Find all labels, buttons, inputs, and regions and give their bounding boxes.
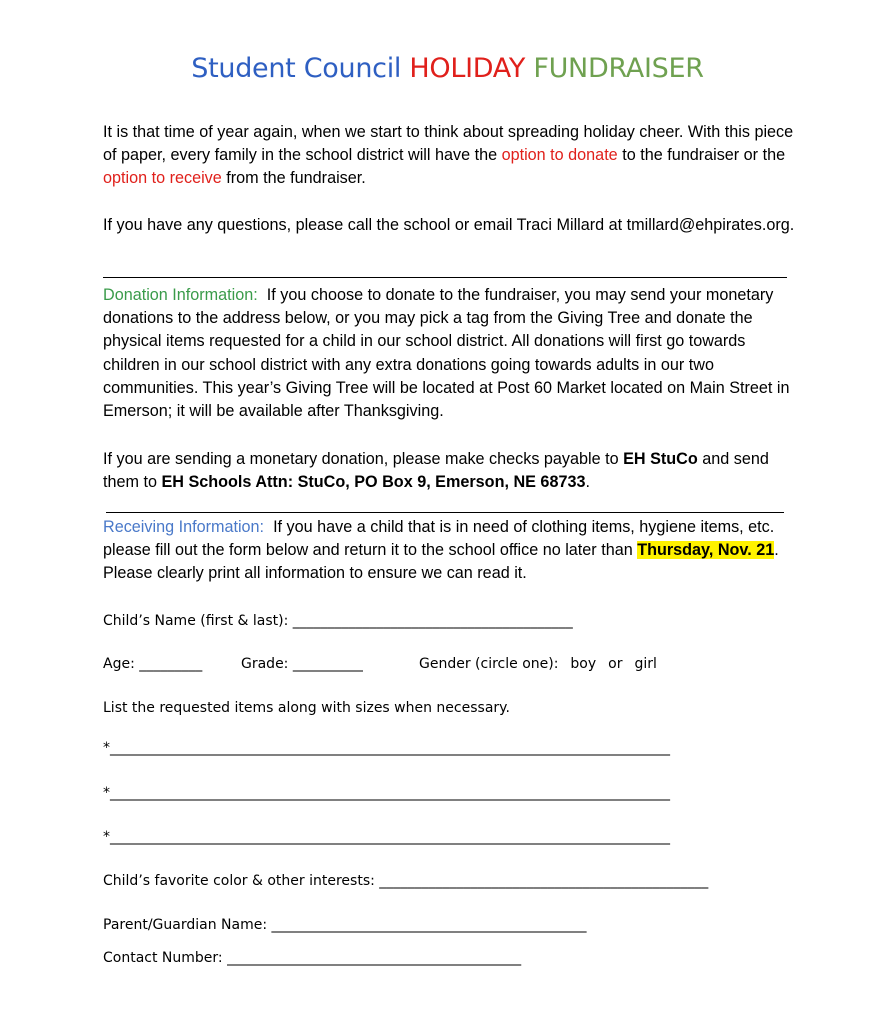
items-instructions: List the requested items along with sizes when necessary. [103, 700, 510, 716]
gender-label: Gender (circle one): [419, 656, 559, 672]
checks-paragraph [103, 448, 803, 494]
child-name-field[interactable]: Child’s Name (first & last): ________________________________________ [103, 613, 573, 629]
deadline-highlight: Thursday, Nov. 21 [637, 541, 775, 560]
requested-item-line[interactable]: *________________________________________________________________________________ [103, 829, 670, 845]
title-fundraiser: FUNDRAISER [533, 53, 704, 84]
gender-option-girl[interactable]: girl [634, 656, 657, 672]
gender-or: or [608, 656, 623, 672]
option-to-donate-text: option to donate [501, 146, 618, 165]
title-student-council: Student Council [191, 53, 402, 84]
mailing-address: EH Schools Attn: StuCo, PO Box 9, Emerson, NE 68733 [161, 473, 586, 492]
section-divider [103, 277, 787, 278]
receiving-body: If you have a child that is in need of clothing items, hygiene items, etc. please fill out the form below and return it to the school office no later than [103, 518, 775, 560]
favorite-interests-field[interactable]: Child’s favorite color & other interests: _______________________________________________ [103, 873, 709, 889]
grade-field[interactable]: Grade: __________ [241, 656, 363, 672]
intro-text-2: to the fundraiser or the [617, 146, 786, 165]
checks-payee: EH StuCo [623, 450, 698, 468]
requested-item-line[interactable]: *________________________________________________________________________________ [103, 785, 670, 801]
section-divider [106, 512, 784, 513]
gender-field [419, 656, 657, 672]
checks-text-3: . [585, 473, 590, 492]
intro-text-3: from the fundraiser. [221, 169, 366, 188]
option-to-receive-text: option to receive [103, 169, 222, 188]
donation-paragraph [103, 284, 803, 423]
requested-item-line[interactable]: *________________________________________________________________________________ [103, 740, 670, 756]
checks-text-2: and send them to [103, 450, 769, 492]
age-field[interactable]: Age: _________ [103, 656, 203, 672]
gender-option-boy[interactable]: boy [570, 656, 597, 672]
questions-paragraph: If you have any questions, please call the school or email Traci Millard at tmillard@ehpirates.org. [103, 216, 795, 234]
intro-text-1: It is that time of year again, when we start to think about spreading holiday cheer. With this piece of paper, every family in the school district will have the [103, 123, 794, 165]
donation-body: If you choose to donate to the fundraiser, you may send your monetary donations to the address below, or you may pick a tag from the Giving Tree and donate the physical items requested for a child in our school district. All donations will first go towards children in our school district with any extra donations going towards adults in our two communities. This year’s Giving Tree will be located at Post 60 Market located on Main Street in Emerson; it will be available after Thanksgiving. [103, 286, 790, 421]
receiving-body-2: . Please clearly print all information to ensure we can read it. [103, 541, 779, 583]
receiving-label: Receiving Information: [103, 518, 265, 536]
page-title [0, 53, 895, 84]
checks-text-1: If you are sending a monetary donation, please make checks payable to [103, 450, 624, 468]
receiving-paragraph [103, 516, 803, 586]
parent-guardian-name-field[interactable]: Parent/Guardian Name: _____________________________________________ [103, 917, 587, 933]
contact-number-field[interactable]: Contact Number: __________________________________________ [103, 950, 522, 966]
donation-label: Donation Information: [103, 286, 258, 304]
intro-paragraph [103, 121, 803, 191]
title-holiday: HOLIDAY [409, 53, 526, 84]
